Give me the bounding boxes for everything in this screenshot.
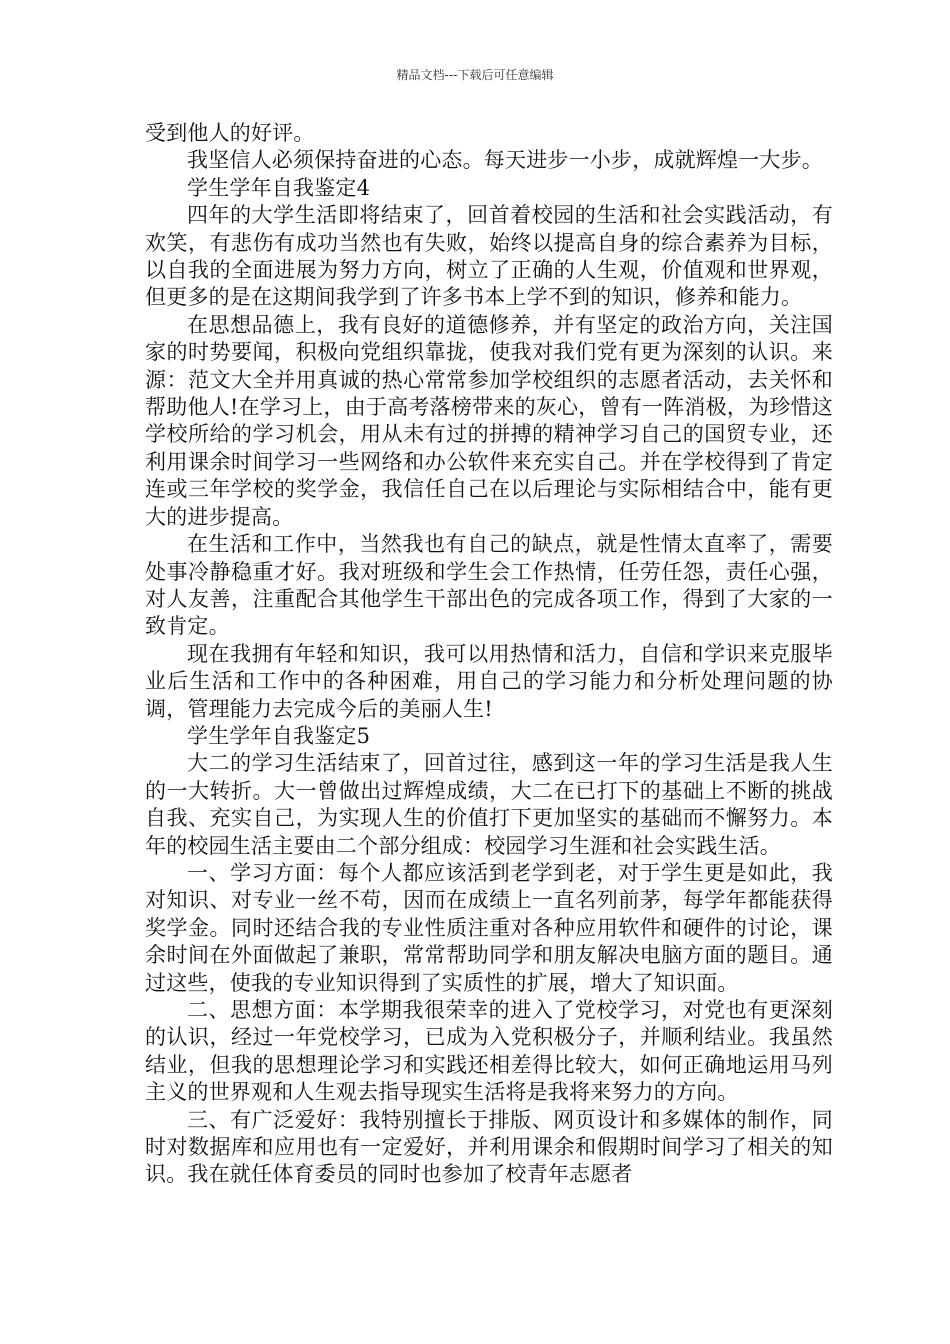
paragraph-9: 二、思想方面：本学期我很荣幸的进入了党校学习，对党也有更深刻的认识，经过一年党校学习，已成为入党积极分子，并顺利结业。我虽然结业，但我的思想理论学习和实践还相差得比较大，如何正确地运用马列主义的世界观和人生观去指导现实生活将是我将来努力的方向。 [145,998,833,1105]
paragraph-2: 我坚信人必须保持奋进的心态。每天进步一小步，成就辉煌一大步。 [187,148,823,173]
section-heading-4: 学生学年自我鉴定4 [187,175,371,200]
paragraph-8: 一、学习方面：每个人都应该活到老学到老，对于学生更是如此，我对知识、对专业一丝不苟，因而在成绩上一直名列前茅，每学年都能获得奖学金。同时还结合我的专业性质注重对各种应用软件和硬件的讨论，课余时间在外面做起了兼职，常常帮助同学和朋友解决电脑方面的题目。通过这些，使我的专业知识得到了实质性的扩展，增大了知识面。 [145,860,833,995]
paragraph-6: 现在我拥有年轻和知识，我可以用热情和活力，自信和学识来克服毕业后生活和工作中的各种困难，用自己的学习能力和分析处理问题的协调，管理能力去完成今后的美丽人生! [145,641,833,721]
paragraph-3: 四年的大学生活即将结束了，回首着校园的生活和社会实践活动，有欢笑，有悲伤有成功当然也有失败，始终以提高自身的综合素养为目标，以自我的全面进展为努力方向，树立了正确的人生观，价值观和世界观，但更多的是在这期间我学到了许多书本上学不到的知识，修养和能力。 [145,203,833,310]
paragraph-4: 在思想品德上，我有良好的道德修养，并有坚定的政治方向，关注国家的时势要闻，积极向党组织靠拢，使我对我们党有更为深刻的认识。来源：范文大全并用真诚的热心常常参加学校组织的志愿者活动，去关怀和帮助他人!在学习上，由于高考落榜带来的灰心，曾有一阵消极，为珍惜这学校所给的学习机会，用从未有过的拼搏的精神学习自己的国贸专业，还利用课余时间学习一些网络和办公软件来充实自己。并在学校得到了肯定连或三年学校的奖学金，我信任自己在以后理论与实际相结合中，能有更大的进步提高。 [145,312,833,529]
page-header: 精品文档---下载后可任意编辑 [396,68,554,82]
paragraph-1: 受到他人的好评。 [145,121,315,145]
paragraph-5: 在生活和工作中，当然我也有自己的缺点，就是性情太直率了，需要处事冷静稳重才好。我对班级和学生会工作热情，任劳任怨，责任心强，对人友善，注重配合其他学生干部出色的完成各项工作，得到了大家的一致肯定。 [145,532,833,639]
paragraph-10: 三、有广泛爱好：我特别擅长于排版、网页设计和多媒体的制作，同时对数据库和应用也有一定爱好，并利用课余和假期时间学习了相关的知识。我在就任体育委员的同时也参加了校青年志愿者 [145,1107,833,1187]
paragraph-7: 大二的学习生活结束了，回首过往，感到这一年的学习生活是我人生的一大转折。大一曾做出过辉煌成绩，大二在已打下的基础上不断的挑战自我、充实自己，为实现人生的价值打下更加坚实的基础而不懈努力。本年的校园生活主要由二个部分组成：校园学习生涯和社会实践生活。 [145,751,833,858]
document-body [145,120,833,1189]
section-heading-5: 学生学年自我鉴定5 [187,723,371,748]
